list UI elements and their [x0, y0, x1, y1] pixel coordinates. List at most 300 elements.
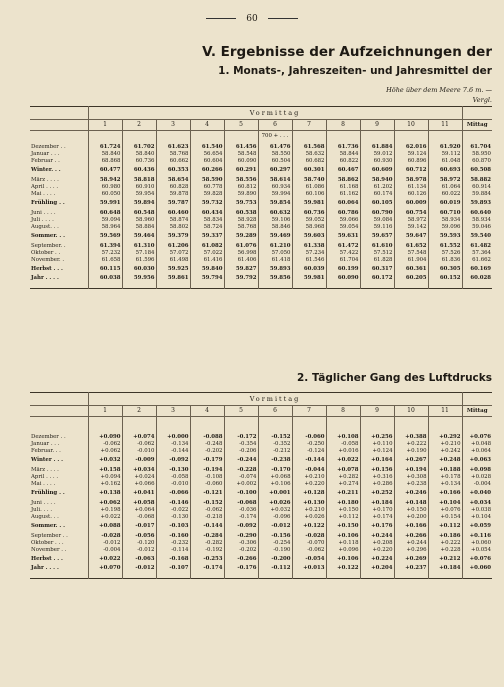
- value-cell: [360, 481, 394, 488]
- value: -0.352: [273, 441, 291, 447]
- value: +0.062: [99, 500, 121, 506]
- row-label-cell: [30, 441, 88, 448]
- row-label-cell: [30, 455, 88, 464]
- empty-cell: [30, 417, 88, 432]
- value: +0.066: [134, 481, 155, 487]
- value-cell: [224, 207, 258, 217]
- value-cell: [394, 554, 428, 563]
- value: 60.301: [303, 167, 325, 173]
- value: +0.078: [337, 467, 359, 473]
- value-cell: [326, 264, 360, 273]
- value-cell: [394, 497, 428, 507]
- value: +0.041: [133, 490, 155, 496]
- value: 60.812: [237, 184, 257, 190]
- value: -0.144: [171, 448, 189, 454]
- value-cell: [360, 431, 394, 441]
- value-cell: [292, 191, 326, 198]
- row-label: Juni . . . .: [31, 500, 56, 506]
- value-cell: [326, 481, 360, 488]
- value: -0.168: [169, 556, 189, 562]
- value-cell: [88, 174, 122, 184]
- value: 59.066: [339, 217, 359, 223]
- value-cell: [428, 198, 462, 207]
- value: -0.306: [239, 540, 257, 546]
- value: -0.232: [171, 540, 189, 546]
- value: 60.022: [441, 191, 461, 197]
- row-label-cell: [30, 151, 88, 158]
- value: 61.724: [99, 144, 121, 150]
- value-cell: [292, 530, 326, 540]
- empty-cell: [156, 572, 190, 579]
- value: 58.972: [439, 177, 461, 183]
- corner-cell: [30, 393, 88, 406]
- value-cell: [88, 141, 122, 151]
- base-row: [30, 131, 492, 142]
- value: +0.210: [304, 507, 325, 513]
- value-cell: [88, 224, 122, 231]
- value: 60.169: [470, 266, 491, 272]
- value-cell: [224, 464, 258, 474]
- value: +0.124: [372, 448, 393, 454]
- value-cell: [156, 250, 190, 257]
- value: 59.112: [441, 151, 461, 157]
- value-cell: [258, 507, 292, 514]
- value-cell: [122, 497, 156, 507]
- value-cell: [258, 184, 292, 191]
- value-cell: [156, 448, 190, 455]
- value-cell: [122, 540, 156, 547]
- row-label: März . . . .: [31, 177, 59, 183]
- empty-cell: [462, 572, 492, 579]
- value: 60.632: [269, 210, 291, 216]
- value-cell: [224, 174, 258, 184]
- value: +0.224: [371, 556, 393, 562]
- empty-cell: [326, 131, 360, 142]
- value-cell: [292, 174, 326, 184]
- value: -0.070: [307, 540, 325, 546]
- value: 58.862: [337, 177, 359, 183]
- page-number: 60: [0, 14, 504, 24]
- value: +0.210: [440, 441, 461, 447]
- value-cell: [326, 257, 360, 264]
- empty-cell: [462, 131, 492, 142]
- row-label: Jahr . . . .: [31, 565, 59, 571]
- value: 61.082: [201, 243, 223, 249]
- value-cell: [292, 507, 326, 514]
- value-cell: [190, 151, 224, 158]
- value-cell: [292, 481, 326, 488]
- value-cell: [462, 488, 492, 497]
- value-cell: [88, 474, 122, 481]
- value: +0.076: [440, 507, 461, 513]
- empty-cell: [360, 572, 394, 579]
- value-cell: [462, 540, 492, 547]
- value: +0.150: [337, 523, 359, 529]
- value-cell: [394, 257, 428, 264]
- corner-cell: [30, 120, 88, 131]
- value: 61.836: [441, 257, 461, 263]
- value-cell: [326, 141, 360, 151]
- value-cell: [190, 165, 224, 174]
- value: 59.464: [133, 233, 155, 239]
- monthly-means-table: [30, 106, 492, 289]
- value: 60.914: [472, 184, 491, 190]
- value-cell: [428, 257, 462, 264]
- value: 59.116: [373, 224, 393, 230]
- value: -0.112: [271, 565, 291, 571]
- row-label-cell: [30, 481, 88, 488]
- row-label-cell: [30, 497, 88, 507]
- value-cell: [258, 431, 292, 441]
- value: 61.568: [303, 144, 325, 150]
- value-cell: [462, 273, 492, 282]
- value-cell: [190, 184, 224, 191]
- value: 58.874: [169, 217, 189, 223]
- empty-cell: [122, 572, 156, 579]
- value-cell: [326, 184, 360, 191]
- value: 59.925: [167, 266, 189, 272]
- column-header: 6: [258, 406, 292, 417]
- value: 59.142: [407, 224, 427, 230]
- value-cell: [292, 441, 326, 448]
- value: 60.604: [203, 158, 223, 164]
- value-cell: [156, 547, 190, 554]
- value: 60.980: [101, 184, 121, 190]
- value-cell: [258, 198, 292, 207]
- value: +0.156: [371, 467, 393, 473]
- row-label: Dezember . .: [31, 434, 66, 440]
- row-label-cell: [30, 184, 88, 191]
- value: +0.211: [337, 490, 359, 496]
- value-cell: [462, 563, 492, 572]
- value: +0.002: [236, 481, 257, 487]
- value-cell: [122, 158, 156, 165]
- value-cell: [122, 464, 156, 474]
- value-cell: [394, 514, 428, 521]
- value: 61.552: [439, 243, 461, 249]
- value-cell: [156, 530, 190, 540]
- value-cell: [394, 250, 428, 257]
- value-cell: [258, 224, 292, 231]
- value-cell: [326, 547, 360, 554]
- value-cell: [258, 521, 292, 530]
- value: -0.054: [305, 556, 325, 562]
- value-cell: [224, 441, 258, 448]
- value: 60.504: [271, 158, 291, 164]
- value-cell: [88, 521, 122, 530]
- value-cell: [428, 455, 462, 464]
- value-cell: [224, 507, 258, 514]
- value: -0.228: [237, 467, 257, 473]
- row-label-cell: [30, 165, 88, 174]
- value-cell: [326, 273, 360, 282]
- value: +0.106: [337, 533, 359, 539]
- empty-cell: [156, 417, 190, 432]
- value: 61.202: [373, 184, 393, 190]
- value-cell: [190, 488, 224, 497]
- value-cell: [190, 497, 224, 507]
- value-cell: [88, 507, 122, 514]
- value-cell: [88, 198, 122, 207]
- row-label: Sommer. . .: [31, 233, 66, 239]
- value: +0.388: [405, 434, 427, 440]
- value-cell: [462, 151, 492, 158]
- row-label-cell: [30, 563, 88, 572]
- empty-cell: [394, 131, 428, 142]
- value: +0.022: [99, 556, 121, 562]
- value: 59.787: [167, 200, 189, 206]
- year-row: [30, 273, 492, 282]
- value-cell: [88, 530, 122, 540]
- value-cell: [292, 165, 326, 174]
- value: 58.968: [305, 224, 325, 230]
- value: +0.174: [372, 514, 393, 520]
- value: -0.107: [169, 565, 189, 571]
- corner-cell: [30, 406, 88, 417]
- value: +0.164: [371, 457, 393, 463]
- value-cell: [326, 514, 360, 521]
- value-cell: [156, 184, 190, 191]
- value-cell: [292, 497, 326, 507]
- value: +0.001: [269, 490, 291, 496]
- value-cell: [462, 554, 492, 563]
- empty-cell: [258, 572, 292, 579]
- value-cell: [156, 481, 190, 488]
- value: +0.060: [471, 540, 491, 546]
- value: -0.058: [341, 441, 359, 447]
- value: 60.934: [271, 184, 291, 190]
- value: +0.170: [372, 507, 393, 513]
- value-cell: [394, 141, 428, 151]
- value: 61.418: [271, 257, 291, 263]
- value-cell: [326, 488, 360, 497]
- value-cell: [156, 455, 190, 464]
- vormittag-header-row: [30, 393, 492, 406]
- month-row: [30, 224, 492, 231]
- value: -0.130: [169, 467, 189, 473]
- value: -0.266: [237, 556, 257, 562]
- value-cell: [462, 207, 492, 217]
- value-cell: [258, 158, 292, 165]
- value-cell: [224, 540, 258, 547]
- value-cell: [190, 141, 224, 151]
- value: 58.934: [441, 217, 461, 223]
- row-label: Juli . . . .: [31, 217, 54, 223]
- value: 59.046: [472, 224, 491, 230]
- value: -0.174: [203, 565, 223, 571]
- value-cell: [292, 224, 326, 231]
- value-cell: [394, 184, 428, 191]
- value-cell: [326, 151, 360, 158]
- value: -0.179: [203, 457, 223, 463]
- value-cell: [122, 165, 156, 174]
- value: 61.456: [235, 144, 257, 150]
- value: 57.512: [373, 250, 393, 256]
- value-cell: [462, 250, 492, 257]
- value: -0.088: [203, 434, 223, 440]
- value-cell: [224, 530, 258, 540]
- value: +0.032: [270, 507, 291, 513]
- value-cell: [462, 514, 492, 521]
- row-label: September. .: [31, 243, 66, 249]
- value-cell: [462, 497, 492, 507]
- value-cell: [462, 198, 492, 207]
- value-cell: [360, 191, 394, 198]
- value-cell: [428, 151, 462, 158]
- value: -0.062: [307, 547, 325, 553]
- value-cell: [326, 540, 360, 547]
- value: 61.210: [269, 243, 291, 249]
- value-cell: [156, 431, 190, 441]
- value-cell: [462, 217, 492, 224]
- value-cell: [224, 217, 258, 224]
- value-cell: [394, 158, 428, 165]
- row-label-cell: [30, 224, 88, 231]
- value-cell: [360, 521, 394, 530]
- value: 57.232: [101, 250, 121, 256]
- column-header: 1: [88, 120, 122, 131]
- value: 59.893: [269, 266, 291, 272]
- value: 59.894: [133, 200, 155, 206]
- value-cell: [462, 191, 492, 198]
- value-cell: [428, 481, 462, 488]
- value-cell: [394, 273, 428, 282]
- value-cell: [360, 184, 394, 191]
- value-cell: [122, 488, 156, 497]
- value: +0.022: [337, 457, 359, 463]
- value-cell: [156, 497, 190, 507]
- value: +0.208: [372, 540, 393, 546]
- value: +0.296: [406, 547, 427, 553]
- value-cell: [326, 224, 360, 231]
- value-cell: [428, 165, 462, 174]
- value-cell: [326, 497, 360, 507]
- value-cell: [258, 554, 292, 563]
- value-cell: [258, 151, 292, 158]
- row-label: August. . .: [31, 514, 59, 520]
- value-cell: [428, 530, 462, 540]
- empty-cell: [394, 417, 428, 432]
- value-cell: [122, 224, 156, 231]
- value: 61.206: [167, 243, 189, 249]
- value: 57.022: [203, 250, 223, 256]
- month-row: [30, 191, 492, 198]
- value-cell: [88, 455, 122, 464]
- value: 57.548: [407, 250, 427, 256]
- value: 58.964: [101, 224, 121, 230]
- value-cell: [360, 563, 394, 572]
- value-cell: [122, 431, 156, 441]
- value: 57.526: [441, 250, 461, 256]
- value-cell: [190, 174, 224, 184]
- value: 60.105: [371, 200, 393, 206]
- value: 61.884: [371, 144, 393, 150]
- row-label: Oktober . .: [31, 250, 61, 256]
- value-cell: [394, 224, 428, 231]
- value-cell: [326, 158, 360, 165]
- value: 59.084: [373, 217, 393, 223]
- value: 60.648: [99, 210, 121, 216]
- value: +0.104: [471, 514, 491, 520]
- value: 60.662: [169, 158, 189, 164]
- bottom-spacer: [30, 572, 492, 579]
- value: 59.792: [235, 275, 257, 281]
- vormittag-label: Vormittag: [88, 107, 462, 120]
- value: 57.072: [169, 250, 189, 256]
- value: -0.146: [169, 500, 189, 506]
- row-label: Januar . . .: [31, 441, 60, 447]
- value-cell: [258, 481, 292, 488]
- value: -0.152: [203, 500, 223, 506]
- bottom-spacer: [30, 282, 492, 289]
- value-cell: [190, 448, 224, 455]
- value-cell: [190, 481, 224, 488]
- month-row: [30, 158, 492, 165]
- value-cell: [462, 464, 492, 474]
- value-cell: [360, 174, 394, 184]
- value: 59.994: [271, 191, 291, 197]
- value-cell: [88, 488, 122, 497]
- value-cell: [462, 165, 492, 174]
- value: -0.063: [135, 556, 155, 562]
- value-cell: [122, 191, 156, 198]
- row-label: Oktober . . .: [31, 540, 64, 546]
- value: 61.596: [135, 257, 155, 263]
- value-cell: [224, 554, 258, 563]
- value-cell: [462, 507, 492, 514]
- season-row: [30, 165, 492, 174]
- value: +0.122: [303, 523, 325, 529]
- value: +0.094: [100, 474, 121, 480]
- value-cell: [190, 547, 224, 554]
- subsection-1-note: Höhe über dem Meere 7.6 m. —: [386, 86, 492, 94]
- row-label: Juli. . . .: [31, 507, 53, 513]
- value-cell: [258, 240, 292, 250]
- value: 59.094: [101, 217, 121, 223]
- month-row: [30, 547, 492, 554]
- value: +0.220: [304, 481, 325, 487]
- value: 60.778: [203, 184, 223, 190]
- value: 59.884: [472, 191, 491, 197]
- value: +0.238: [406, 481, 427, 487]
- month-row: [30, 217, 492, 224]
- value-cell: [224, 521, 258, 530]
- value-cell: [190, 431, 224, 441]
- row-label: August. . .: [31, 224, 59, 230]
- column-header: 11: [428, 120, 462, 131]
- value: 61.704: [470, 144, 491, 150]
- row-label-cell: [30, 257, 88, 264]
- value-cell: [326, 554, 360, 563]
- value: 59.981: [303, 200, 325, 206]
- value: 58.882: [470, 177, 491, 183]
- empty-cell: [224, 572, 258, 579]
- value-cell: [428, 217, 462, 224]
- value-cell: [258, 141, 292, 151]
- value-cell: [88, 547, 122, 554]
- value-cell: [88, 264, 122, 273]
- value: -0.160: [169, 533, 189, 539]
- value-cell: [394, 441, 428, 448]
- value-cell: [156, 240, 190, 250]
- value-cell: [156, 474, 190, 481]
- value-cell: [428, 488, 462, 497]
- value: +0.228: [440, 547, 461, 553]
- column-header: 6: [258, 120, 292, 131]
- value: 61.168: [339, 184, 359, 190]
- value-cell: [428, 431, 462, 441]
- value: 60.030: [133, 266, 155, 272]
